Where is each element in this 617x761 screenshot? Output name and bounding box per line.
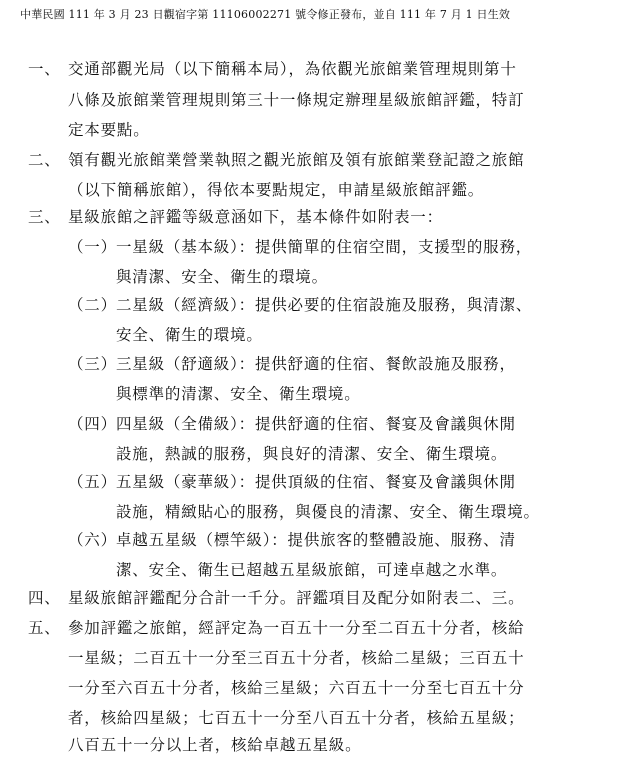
article-1-line-3: 定本要點。	[68, 121, 150, 139]
sub-item-5-marker: （五）	[68, 473, 117, 491]
article-2-marker: 二、	[28, 151, 61, 169]
sub-item-1-line-1: （一）一星級（基本級）：提供簡單的住宿空間，支援型的服務，	[68, 238, 533, 256]
article-5-line-2: 一星級；二百五十一分至三百五十分者，核給二星級；三百五十	[68, 649, 525, 667]
article-3-line-1: 三、 星級旅館之評鑑等級意涵如下，基本條件如附表一：	[28, 208, 443, 226]
sub-item-4-line-2: 設施，熱誠的服務，與良好的清潔、安全、衛生環境。	[116, 445, 508, 463]
sub-item-6-line-1: （六）卓越五星級（標竿級）：提供旅客的整體設施、服務、清	[68, 531, 516, 549]
promulgation-note: 中華民國 111 年 3 月 23 日觀宿字第 11106002271 號令修正發布，並自 111 年 7 月 1 日生效	[20, 8, 511, 21]
sub-item-4-line-1: （四）四星級（全備級）：提供舒適的住宿、餐宴及會議與休閒	[68, 415, 516, 433]
sub-item-1-marker: （一）	[68, 238, 117, 256]
article-1-line-2: 八條及旅館業管理規則第三十一條規定辦理星級旅館評鑑，特訂	[68, 91, 525, 109]
sub-item-3-line-1: （三）三星級（舒適級）：提供舒適的住宿、餐飲設施及服務，	[68, 355, 516, 373]
sub-item-5-line-1: （五）五星級（豪華級）：提供頂級的住宿、餐宴及會議與休閒	[68, 473, 516, 491]
article-4-line-1: 四、 星級旅館評鑑配分合計一千分。評鑑項目及配分如附表二、三。	[28, 589, 525, 607]
article-5-marker: 五、	[28, 619, 61, 637]
article-3-marker: 三、	[28, 208, 61, 226]
sub-item-6-line-2: 潔、安全、衛生已超越五星級旅館，可達卓越之水準。	[116, 561, 508, 579]
article-5-line-4: 者，核給四星級；七百五十一分至八百五十分者，核給五星級；	[68, 709, 525, 727]
sub-item-5-line-2: 設施，精緻貼心的服務，與優良的清潔、安全、衛生環境。	[116, 503, 540, 521]
article-5-line-3: 一分至六百五十分者，核給三星級；六百五十一分至七百五十分	[68, 679, 525, 697]
sub-item-3-line-2: 與標準的清潔、安全、衛生環境。	[116, 385, 361, 403]
sub-item-2-line-2: 安全、衛生的環境。	[116, 326, 263, 344]
article-5-line-5: 八百五十一分以上者，核給卓越五星級。	[68, 736, 362, 754]
sub-item-4-marker: （四）	[68, 415, 117, 433]
sub-item-3-marker: （三）	[68, 355, 117, 373]
sub-item-2-line-1: （二）二星級（經濟級）：提供必要的住宿設施及服務，與清潔、	[68, 296, 533, 314]
sub-item-2-marker: （二）	[68, 296, 117, 314]
article-4-marker: 四、	[28, 589, 61, 607]
article-2-line-1: 二、 領有觀光旅館業營業執照之觀光旅館及領有旅館業登記證之旅館	[28, 151, 525, 169]
article-5-line-1: 五、 參加評鑑之旅館，經評定為一百五十一分至二百五十分者，核給	[28, 619, 525, 637]
article-1-line-1: 一、 交通部觀光局（以下簡稱本局），為依觀光旅館業管理規則第十	[28, 60, 517, 78]
article-2-line-2: （以下簡稱旅館），得依本要點規定，申請星級旅館評鑑。	[68, 181, 485, 199]
sub-item-1-line-2: 與清潔、安全、衛生的環境。	[116, 268, 328, 286]
article-1-marker: 一、	[28, 60, 61, 78]
sub-item-6-marker: （六）	[68, 531, 117, 549]
